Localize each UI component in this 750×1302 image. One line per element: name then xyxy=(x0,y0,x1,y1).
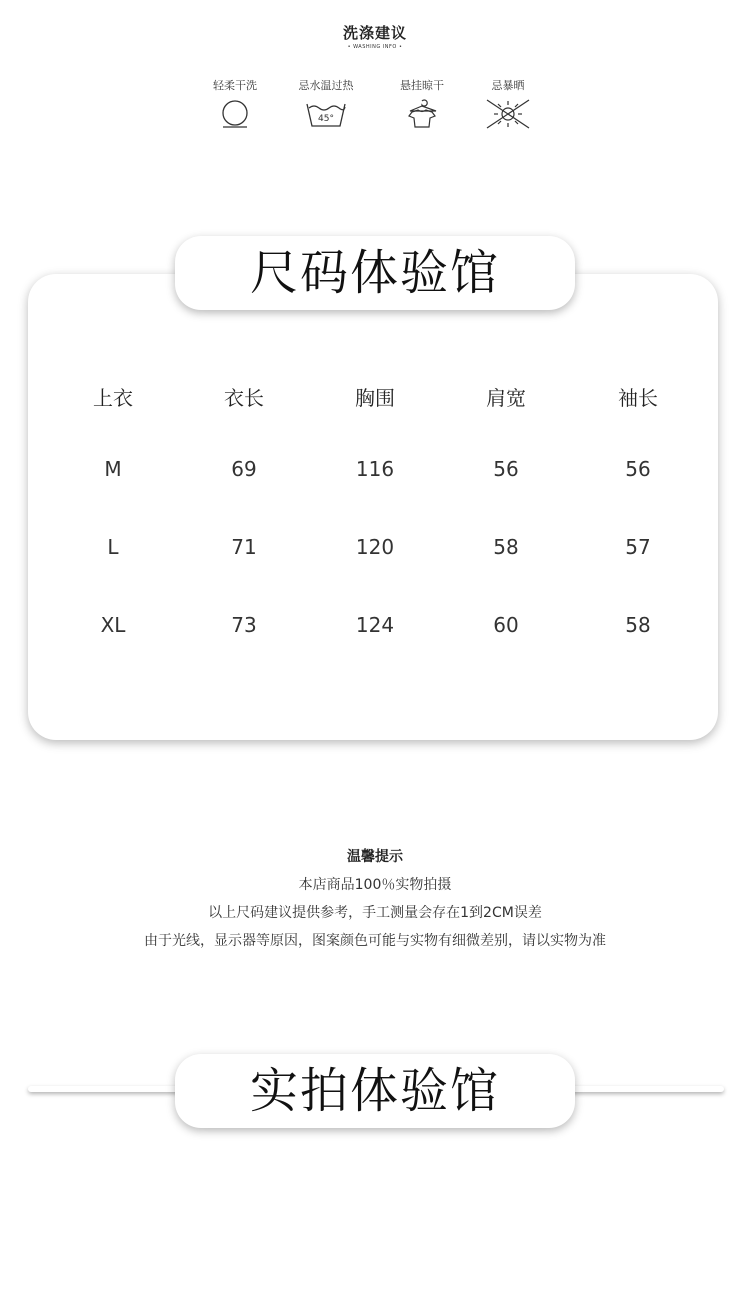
table-cell: 58 xyxy=(493,535,519,559)
table-header: 胸围 xyxy=(355,386,395,410)
size-table-card xyxy=(28,274,718,740)
wash-item-label: 轻柔干洗 xyxy=(213,79,257,92)
table-cell: 73 xyxy=(231,613,257,637)
tips-title: 温馨提示 xyxy=(347,849,403,865)
tips-line: 由于光线，显示器等原因，图案颜色可能与实物有细微差别，请以实物为准 xyxy=(144,933,606,949)
table-cell: 120 xyxy=(355,535,395,559)
wash-item-label: 悬挂晾干 xyxy=(400,79,444,92)
wash-item-hang-dry xyxy=(377,78,467,130)
wash-item-no-sun xyxy=(463,78,553,130)
table-cell: 116 xyxy=(355,457,395,481)
wash-item-dry-clean xyxy=(190,78,280,130)
table-header: 上衣 xyxy=(93,386,133,410)
table-cell: 56 xyxy=(625,457,651,481)
wash-45-icon xyxy=(305,98,347,130)
table-cell: XL xyxy=(100,613,126,637)
table-cell: L xyxy=(107,535,119,559)
divider-right xyxy=(562,1086,724,1092)
table-header: 衣长 xyxy=(224,386,264,410)
wash-item-label: 忌水温过热 xyxy=(298,79,354,92)
table-header: 肩宽 xyxy=(486,386,526,410)
wash-item-water-temp xyxy=(281,78,371,130)
dry-clean-icon xyxy=(219,98,251,130)
washing-title: 洗涤建议 xyxy=(342,24,407,42)
table-cell: 57 xyxy=(625,535,651,559)
table-cell: 71 xyxy=(231,535,257,559)
hang-dry-icon xyxy=(406,98,438,130)
washing-subtitle: • WASHING INFO • xyxy=(347,44,403,50)
tips-line: 本店商品100％实物拍摄 xyxy=(298,877,452,893)
table-cell: 60 xyxy=(493,613,519,637)
wash-temp-text: 45° xyxy=(318,114,334,124)
table-cell: M xyxy=(104,457,122,481)
wash-item-label: 忌暴晒 xyxy=(491,79,525,92)
table-cell: 58 xyxy=(625,613,651,637)
table-cell: 69 xyxy=(231,457,257,481)
tips-line: 以上尺码建议提供参考，手工测量会存在1到2CM误差 xyxy=(208,905,542,921)
divider-left xyxy=(28,1086,188,1092)
table-header: 袖长 xyxy=(618,386,658,410)
size-section-title: 尺码体验馆 xyxy=(175,236,575,310)
photo-section-title: 实拍体验馆 xyxy=(175,1054,575,1128)
table-cell: 124 xyxy=(355,613,395,637)
no-sun-icon xyxy=(485,98,531,130)
table-cell: 56 xyxy=(493,457,519,481)
